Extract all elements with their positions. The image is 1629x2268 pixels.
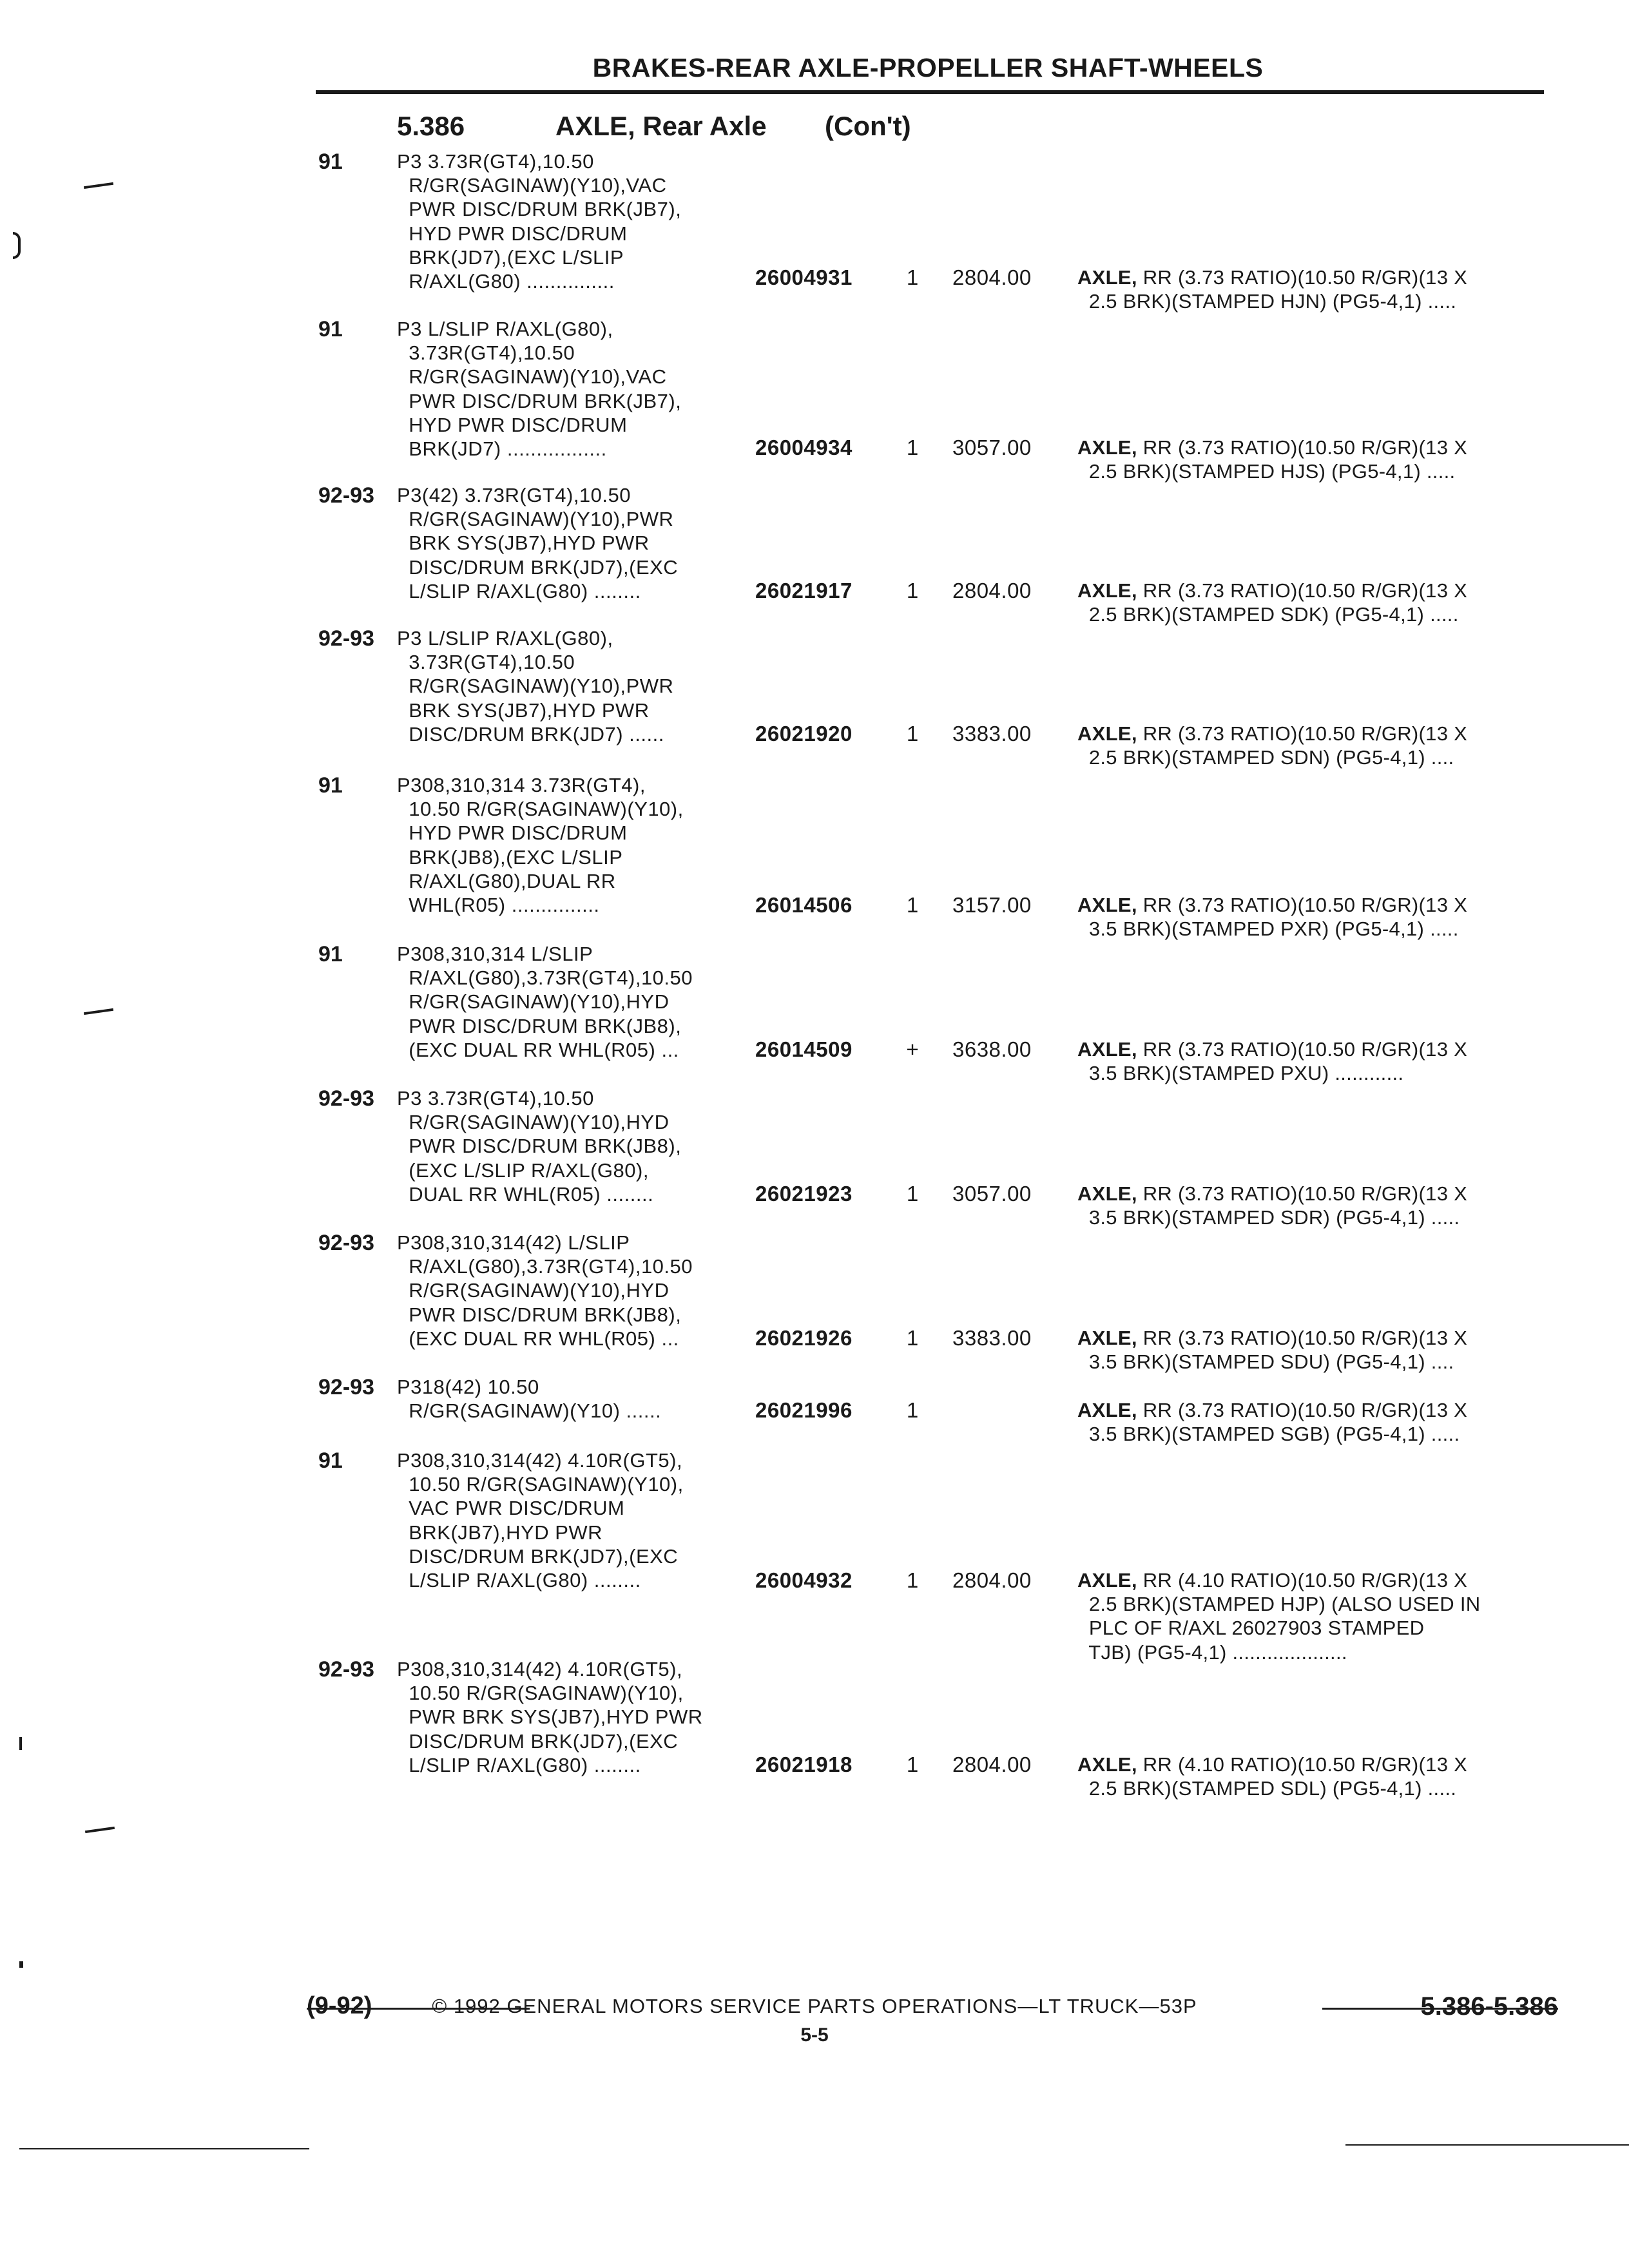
section-heading	[0, 111, 1629, 147]
usage-description: P308,310,314 3.73R(GT4), 10.50 R/GR(SAGINAW)(Y10), HYD PWR DISC/DRUM BRK(JB8),(EXC L/SLIP R/AXL(G80),DUAL RR WHL(R05) ...............	[397, 774, 684, 917]
item-description	[1077, 1326, 1467, 1374]
item-detail: RR (3.73 RATIO)(10.50 R/GR)(13 X 3.5 BRK)(STAMPED SDU) (PG5-4,1) ....	[1088, 1327, 1468, 1374]
usage-description: P3 3.73R(GT4),10.50 R/GR(SAGINAW)(Y10),HYD PWR DISC/DRUM BRK(JB8), (EXC L/SLIP R/AXL(G80), DUAL RR WHL(R05) ........	[397, 1087, 682, 1206]
usage-description: P318(42) 10.50 R/GR(SAGINAW)(Y10) ......	[397, 1376, 662, 1423]
price: 2804.00	[952, 1568, 1032, 1592]
item-name: AXLE,	[1077, 1399, 1137, 1421]
item-name: AXLE,	[1077, 1182, 1137, 1205]
item-detail: RR (3.73 RATIO)(10.50 R/GR)(13 X 2.5 BRK)(STAMPED HJN) (PG5-4,1) .....	[1088, 266, 1468, 313]
part-number: 26004931	[755, 265, 853, 289]
item-detail: RR (3.73 RATIO)(10.50 R/GR)(13 X 3.5 BRK)(STAMPED PXR) (PG5-4,1) .....	[1088, 894, 1468, 941]
part-number: 26014506	[755, 893, 853, 917]
quantity: 1	[906, 1753, 919, 1776]
part-number: 26021923	[755, 1182, 853, 1206]
price: 3157.00	[952, 893, 1032, 917]
model-year: 92-93	[318, 1231, 374, 1255]
usage-description: P308,310,314(42) L/SLIP R/AXL(G80),3.73R(GT4),10.50 R/GR(SAGINAW)(Y10),HYD PWR DISC/DRUM BRK(JB8), (EXC DUAL RR WHL(R05) ...	[397, 1231, 693, 1350]
revision-date: (9-92)	[307, 1992, 372, 2019]
item-description	[1077, 1398, 1467, 1446]
section-title: AXLE, Rear Axle	[555, 111, 767, 141]
model-year: 91	[318, 317, 343, 341]
item-name: AXLE,	[1077, 1327, 1137, 1349]
section-continued: (Con't)	[825, 111, 911, 141]
copyright-notice: © 1992 GENERAL MOTORS SERVICE PARTS OPERATIONS—LT TRUCK—53P	[432, 1995, 1197, 2017]
model-year: 91	[318, 1448, 343, 1473]
quantity: 1	[906, 1398, 919, 1422]
section-range: 5.386-5.386	[1420, 1992, 1558, 2021]
price: 3383.00	[952, 722, 1032, 745]
item-detail: RR (4.10 RATIO)(10.50 R/GR)(13 X 2.5 BRK)(STAMPED HJP) (ALSO USED IN PLC OF R/AXL 26027903 STAMPED TJB) (PG5-4,1) ....................	[1088, 1569, 1481, 1664]
quantity: 1	[906, 722, 919, 745]
usage-description: P308,310,314 L/SLIP R/AXL(G80),3.73R(GT4),10.50 R/GR(SAGINAW)(Y10),HYD PWR DISC/DRUM BRK(JB8), (EXC DUAL RR WHL(R05) ...	[397, 943, 693, 1061]
item-detail: RR (3.73 RATIO)(10.50 R/GR)(13 X 2.5 BRK)(STAMPED SDN) (PG5-4,1) ....	[1088, 722, 1468, 769]
margin-mark	[19, 1737, 22, 1750]
margin-mark	[13, 232, 21, 259]
item-description	[1077, 1753, 1467, 1800]
item-description	[1077, 265, 1467, 313]
page-header: BRAKES-REAR AXLE-PROPELLER SHAFT-WHEELS	[592, 53, 1264, 82]
margin-mark	[84, 1008, 113, 1015]
usage-description: P3 L/SLIP R/AXL(G80), 3.73R(GT4),10.50 R/GR(SAGINAW)(Y10),VAC PWR DISC/DRUM BRK(JB7), HYD PWR DISC/DRUM BRK(JD7) .................	[397, 318, 682, 461]
header-rule	[316, 90, 1544, 94]
page-number: 5-5	[800, 2024, 829, 2046]
item-description	[1077, 893, 1467, 941]
bottom-rule-right	[1345, 2144, 1629, 2146]
item-detail: RR (3.73 RATIO)(10.50 R/GR)(13 X 3.5 BRK)(STAMPED SGB) (PG5-4,1) .....	[1088, 1399, 1468, 1446]
item-name: AXLE,	[1077, 579, 1137, 602]
item-name: AXLE,	[1077, 894, 1137, 916]
usage-description: P3(42) 3.73R(GT4),10.50 R/GR(SAGINAW)(Y10),PWR BRK SYS(JB7),HYD PWR DISC/DRUM BRK(JD7),(EXC L/SLIP R/AXL(G80) ........	[397, 484, 679, 602]
price: 2804.00	[952, 1753, 1032, 1776]
margin-mark	[84, 182, 113, 189]
item-name: AXLE,	[1077, 722, 1137, 745]
item-detail: RR (4.10 RATIO)(10.50 R/GR)(13 X 2.5 BRK)(STAMPED SDL) (PG5-4,1) .....	[1088, 1753, 1468, 1800]
item-name: AXLE,	[1077, 1753, 1137, 1776]
item-description	[1077, 1568, 1480, 1664]
section-number: 5.386	[397, 111, 465, 141]
price: 3383.00	[952, 1326, 1032, 1350]
price: 3638.00	[952, 1037, 1032, 1061]
model-year: 91	[318, 773, 343, 798]
item-description	[1077, 722, 1467, 769]
usage-description: P308,310,314(42) 4.10R(GT5), 10.50 R/GR(SAGINAW)(Y10), VAC PWR DISC/DRUM BRK(JB7),HYD PWR DISC/DRUM BRK(JD7),(EXC L/SLIP R/AXL(G80) ........	[397, 1449, 684, 1592]
part-number: 26004932	[755, 1568, 853, 1592]
part-number: 26021996	[755, 1398, 853, 1422]
item-name: AXLE,	[1077, 436, 1137, 459]
quantity: 1	[906, 1568, 919, 1592]
part-number: 26021917	[755, 579, 853, 602]
model-year: 92-93	[318, 626, 374, 651]
model-year: 92-93	[318, 483, 374, 508]
quantity: 1	[906, 1326, 919, 1350]
price: 3057.00	[952, 1182, 1032, 1206]
quantity: 1	[906, 579, 919, 602]
item-detail: RR (3.73 RATIO)(10.50 R/GR)(13 X 3.5 BRK)(STAMPED SDR) (PG5-4,1) .....	[1088, 1182, 1468, 1229]
quantity: 1	[906, 1182, 919, 1206]
model-year: 91	[318, 149, 343, 174]
item-description	[1077, 579, 1467, 626]
price: 3057.00	[952, 436, 1032, 459]
quantity: 1	[906, 436, 919, 459]
usage-description: P308,310,314(42) 4.10R(GT5), 10.50 R/GR(SAGINAW)(Y10), PWR BRK SYS(JB7),HYD PWR DISC/DRUM BRK(JD7),(EXC L/SLIP R/AXL(G80) ........	[397, 1658, 703, 1776]
part-number: 26021918	[755, 1753, 853, 1776]
item-description	[1077, 1037, 1467, 1085]
usage-description: P3 3.73R(GT4),10.50 R/GR(SAGINAW)(Y10),VAC PWR DISC/DRUM BRK(JB7), HYD PWR DISC/DRUM BRK(JD7),(EXC L/SLIP R/AXL(G80) ...............	[397, 150, 682, 293]
item-name: AXLE,	[1077, 1038, 1137, 1061]
model-year: 92-93	[318, 1657, 374, 1682]
quantity: 1	[906, 893, 919, 917]
bottom-rule-left	[19, 2148, 309, 2149]
price: 2804.00	[952, 579, 1032, 602]
part-number: 26014509	[755, 1037, 853, 1061]
item-description	[1077, 436, 1467, 483]
margin-mark	[85, 1827, 115, 1833]
item-name: AXLE,	[1077, 266, 1137, 289]
quantity: +	[906, 1037, 919, 1061]
model-year: 92-93	[318, 1086, 374, 1111]
part-number: 26004934	[755, 436, 853, 459]
quantity: 1	[906, 265, 919, 289]
part-number: 26021920	[755, 722, 853, 745]
model-year: 91	[318, 942, 343, 966]
usage-description: P3 L/SLIP R/AXL(G80), 3.73R(GT4),10.50 R/GR(SAGINAW)(Y10),PWR BRK SYS(JB7),HYD PWR DISC/DRUM BRK(JD7) ......	[397, 627, 674, 745]
price: 2804.00	[952, 265, 1032, 289]
item-name: AXLE,	[1077, 1569, 1137, 1591]
item-description	[1077, 1182, 1467, 1229]
model-year: 92-93	[318, 1375, 374, 1399]
item-detail: RR (3.73 RATIO)(10.50 R/GR)(13 X 2.5 BRK)(STAMPED SDK) (PG5-4,1) .....	[1088, 579, 1468, 626]
margin-mark	[19, 1961, 23, 1968]
item-detail: RR (3.73 RATIO)(10.50 R/GR)(13 X 3.5 BRK)(STAMPED PXU) ............	[1088, 1038, 1468, 1085]
part-number: 26021926	[755, 1326, 853, 1350]
item-detail: RR (3.73 RATIO)(10.50 R/GR)(13 X 2.5 BRK)(STAMPED HJS) (PG5-4,1) .....	[1088, 436, 1468, 483]
